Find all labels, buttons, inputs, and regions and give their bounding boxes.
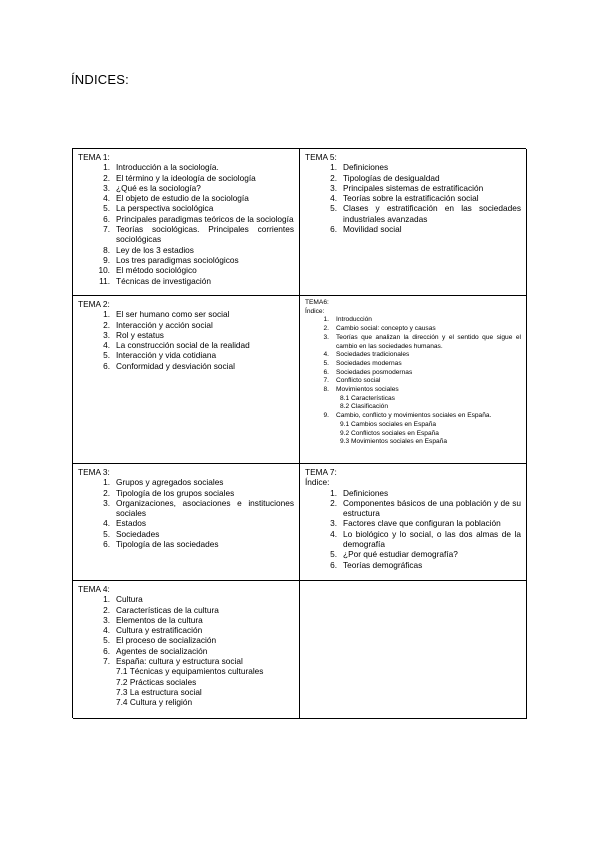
topic-text: Componentes básicos de una población y de su estructura	[343, 497, 521, 519]
topic-item	[305, 488, 521, 498]
topic-item	[305, 498, 521, 519]
topic-item	[78, 162, 294, 172]
topic-item	[78, 605, 294, 615]
subtopic-item: 9.1 Cambios sociales en España	[340, 420, 437, 428]
topic-number: 1.	[323, 316, 329, 324]
topic-item	[305, 386, 521, 395]
tema-heading: TEMA 1:	[78, 152, 110, 162]
topic-text: Tipología de las sociedades	[116, 539, 219, 550]
topic-item	[78, 340, 294, 350]
topic-number: 3.	[103, 182, 110, 193]
topic-number: 6.	[103, 213, 110, 224]
topic-list	[78, 309, 294, 371]
subtopic-item: 9.2 Conflictos sociales en España	[340, 429, 439, 437]
tema-7-cell	[300, 464, 527, 581]
topic-number: 8.	[323, 386, 329, 394]
topic-text: Movimientos sociales	[336, 386, 399, 394]
topic-list	[305, 162, 521, 234]
topic-text: Sociedades tradicionales	[336, 351, 410, 359]
topic-number: 4.	[103, 625, 110, 636]
topic-item	[78, 625, 294, 635]
tema-heading: TEMA 4:	[78, 584, 110, 594]
topic-list	[78, 477, 294, 549]
topic-item	[305, 224, 521, 234]
topic-number: 2.	[103, 487, 110, 498]
topic-item	[78, 635, 294, 645]
topic-item	[305, 193, 521, 203]
topic-item	[78, 361, 294, 371]
topic-text: Tipologías de desigualdad	[343, 172, 440, 183]
subtopic-item: 9.3 Movimientos sociales en España	[340, 438, 448, 446]
topic-text: La construcción social de la realidad	[116, 340, 250, 351]
topic-item	[305, 518, 521, 528]
tema-heading: TEMA 2:	[78, 299, 110, 309]
topic-number: 5.	[330, 203, 337, 214]
topic-item	[305, 183, 521, 193]
tema-5-cell	[300, 149, 527, 296]
topic-text: El término y la ideología de sociología	[116, 172, 256, 183]
topic-text: Organizaciones, asociaciones e instituciones sociales	[116, 497, 294, 519]
tema-subheading: Índice:	[305, 477, 330, 488]
topic-text: Conflicto social	[336, 377, 381, 385]
topic-list	[78, 594, 294, 707]
tema-3-cell	[73, 464, 300, 581]
topic-item	[78, 350, 294, 360]
topic-number: 3.	[103, 329, 110, 340]
topic-item	[305, 334, 521, 351]
topic-item	[305, 203, 521, 224]
topic-item	[305, 529, 521, 550]
tema-1-cell	[73, 149, 300, 296]
topic-item	[78, 498, 294, 519]
topic-text: ¿Por qué estudiar demografía?	[343, 549, 458, 560]
topic-number: 1.	[330, 487, 337, 498]
topic-number: 2.	[103, 604, 110, 615]
topic-text: La perspectiva sociológica	[116, 203, 214, 214]
topic-number: 5.	[103, 350, 110, 361]
tema-heading: TEMA6:	[305, 299, 329, 306]
topic-number: 1.	[103, 477, 110, 488]
topic-item	[78, 594, 294, 604]
topic-number: 7.	[323, 377, 329, 385]
topic-item	[78, 265, 294, 275]
topic-number: 4.	[323, 351, 329, 359]
topic-number: 6.	[330, 224, 337, 235]
topic-item	[78, 255, 294, 265]
subtopic-item: 7.1 Técnicas y equipamientos culturales	[116, 666, 264, 677]
topic-item	[305, 162, 521, 172]
topic-text: Características de la cultura	[116, 604, 219, 615]
topic-text: Teorías sociológicas. Principales corrientes sociológicas	[116, 224, 294, 245]
topic-item	[305, 377, 521, 386]
topic-text: Introducción	[336, 316, 372, 324]
topic-item	[78, 477, 294, 487]
topic-item	[78, 173, 294, 183]
topic-item	[305, 369, 521, 378]
topic-text: El método sociológico	[116, 265, 197, 276]
topic-item	[305, 325, 521, 334]
topic-text: Cambio social: concepto y causas	[336, 325, 436, 333]
topic-text: Elementos de la cultura	[116, 614, 203, 625]
topic-text: El ser humano como ser social	[116, 309, 230, 320]
topic-number: 2.	[103, 319, 110, 330]
topic-item	[305, 360, 521, 369]
topic-item	[78, 203, 294, 213]
topic-text: Rol y estatus	[116, 329, 164, 340]
topic-item	[78, 615, 294, 625]
topic-item	[305, 316, 521, 325]
topic-number: 6.	[330, 559, 337, 570]
topic-text: Sociedades posmodernas	[336, 368, 413, 376]
topic-number: 10.	[98, 265, 110, 276]
topic-text: Estados	[116, 518, 146, 529]
topic-item	[305, 549, 521, 559]
indices-table	[72, 148, 526, 718]
topic-number: 1.	[103, 309, 110, 320]
topic-text: Tipología de los grupos sociales	[116, 487, 235, 498]
topic-item	[305, 351, 521, 360]
topic-text: Principales paradigmas teóricos de la sociología	[116, 213, 294, 224]
topic-item	[78, 193, 294, 203]
topic-number: 1.	[103, 162, 110, 173]
topic-item	[305, 173, 521, 183]
topic-item	[78, 214, 294, 224]
topic-number: 11.	[99, 275, 110, 286]
topic-item	[78, 518, 294, 528]
topic-number: 4.	[103, 518, 110, 529]
topic-text: Sociedades	[116, 528, 160, 539]
topic-item	[78, 529, 294, 539]
topic-number: 9.	[323, 412, 329, 420]
topic-text: El objeto de estudio de la sociología	[116, 193, 249, 204]
topic-number: 4.	[330, 528, 337, 539]
topic-number: 3.	[103, 614, 110, 625]
topic-item	[78, 646, 294, 656]
topic-item	[78, 330, 294, 340]
topic-item	[305, 412, 521, 421]
topic-text: Factores clave que configuran la población	[343, 518, 501, 529]
topic-text: Teorías sobre la estratificación social	[343, 193, 479, 204]
topic-number: 4.	[330, 193, 337, 204]
topic-number: 1.	[103, 594, 110, 605]
topic-list	[305, 316, 521, 447]
topic-text: Teorías que analizan la dirección y el sentido que sigue el cambio en las sociedades humanas.	[336, 333, 521, 350]
topic-number: 5.	[103, 528, 110, 539]
subtopic-item: 8.1 Características	[340, 394, 395, 402]
topic-item	[78, 309, 294, 319]
topic-text: Principales sistemas de estratificación	[343, 182, 484, 193]
topic-text: ¿Qué es la sociología?	[116, 182, 201, 193]
topic-text: Interacción y acción social	[116, 319, 213, 330]
topic-number: 7.	[103, 656, 110, 667]
topic-list	[305, 488, 521, 570]
topic-text: Movilidad social	[343, 224, 402, 235]
topic-item	[305, 560, 521, 570]
topic-text: Cultura	[116, 594, 143, 605]
topic-number: 4.	[103, 193, 110, 204]
topic-number: 3.	[323, 333, 329, 341]
tema-heading: TEMA 5:	[305, 152, 337, 162]
topic-text: España: cultura y estructura social	[116, 656, 243, 667]
topic-number: 2.	[330, 172, 337, 183]
topic-number: 4.	[103, 340, 110, 351]
tema-6-cell	[300, 296, 527, 464]
topic-text: Los tres paradigmas sociológicos	[116, 254, 239, 265]
topic-text: Introducción a la sociología.	[116, 162, 219, 173]
subtopic-item: 7.2 Prácticas sociales	[116, 676, 197, 687]
topic-item	[78, 539, 294, 549]
topic-text: Cultura y estratificación	[116, 625, 203, 636]
topic-item	[78, 276, 294, 286]
topic-number: 5.	[103, 635, 110, 646]
subtopic-item: 8.2 Clasificación	[340, 403, 389, 411]
topic-number: 5.	[330, 549, 337, 560]
page-title: ÍNDICES:	[71, 72, 129, 87]
tema-2-cell	[73, 296, 300, 464]
topic-number: 6.	[103, 645, 110, 656]
topic-number: 8.	[103, 244, 110, 255]
topic-text: Lo biológico y lo social, o las dos almas de la demografía	[343, 528, 521, 550]
topic-item	[78, 245, 294, 255]
topic-text: Sociedades modernas	[336, 359, 402, 367]
topic-text: Clases y estratificación en las sociedades industriales avanzadas	[343, 203, 521, 224]
topic-number: 2.	[323, 325, 329, 333]
topic-text: Conformidad y desviación social	[116, 360, 235, 371]
subtopic-item: 7.4 Cultura y religión	[116, 697, 193, 708]
topic-list	[78, 162, 294, 286]
subtopic-item: 7.3 La estructura social	[116, 686, 202, 697]
tema-subheading: Índice:	[305, 307, 325, 315]
topic-number: 3.	[330, 182, 337, 193]
topic-text: Agentes de socialización	[116, 645, 208, 656]
tema-heading: TEMA 7:	[305, 467, 337, 477]
topic-number: 3.	[330, 518, 337, 529]
topic-text: Definiciones	[343, 487, 389, 498]
topic-text: El proceso de socialización	[116, 635, 217, 646]
topic-number: 6.	[103, 539, 110, 550]
topic-item	[78, 224, 294, 245]
tema-4-cell	[73, 581, 300, 719]
topic-number: 7.	[103, 224, 110, 235]
topic-item	[78, 183, 294, 193]
topic-number: 2.	[103, 172, 110, 183]
topic-number: 5.	[323, 359, 329, 367]
topic-text: Cambio, conflicto y movimientos sociales en España.	[336, 412, 492, 420]
topic-item	[78, 320, 294, 330]
topic-text: Técnicas de investigación	[116, 275, 212, 286]
topic-text: Grupos y agregados sociales	[116, 477, 224, 488]
topic-number: 3.	[103, 497, 110, 508]
topic-text: Definiciones	[343, 162, 389, 173]
empty-cell	[300, 581, 527, 719]
topic-number: 6.	[103, 360, 110, 371]
topic-number: 9.	[103, 254, 110, 265]
tema-heading: TEMA 3:	[78, 467, 110, 477]
topic-text: Teorías demográficas	[343, 559, 423, 570]
topic-item	[78, 488, 294, 498]
topic-number: 2.	[330, 497, 337, 508]
topic-number: 1.	[330, 162, 337, 173]
topic-text: Ley de los 3 estadios	[116, 244, 194, 255]
topic-number: 6.	[323, 368, 329, 376]
topic-number: 5.	[103, 203, 110, 214]
topic-item	[78, 656, 294, 666]
topic-text: Interacción y vida cotidiana	[116, 350, 217, 361]
